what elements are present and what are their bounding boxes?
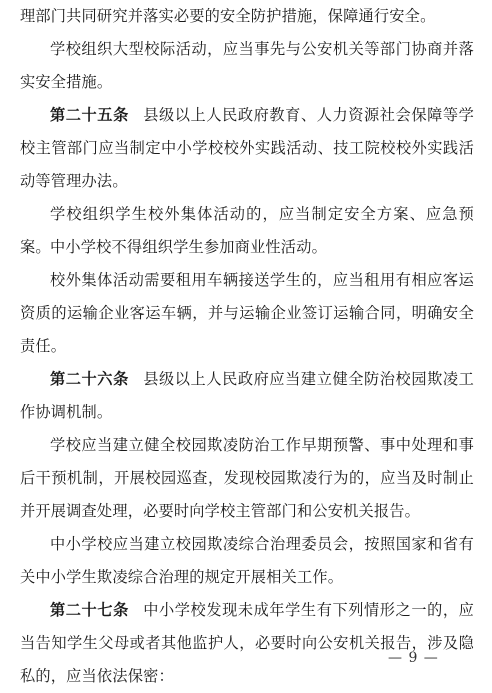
article-25-paragraph — [20, 99, 474, 198]
paragraph-text: 中小学校应当建立校园欺凌综合治理委员会，按照国家和省有关中小学生欺凌综合治理的规定开展相关工作。 — [20, 535, 474, 586]
paragraph-5 — [20, 231, 474, 264]
paragraph-text: 学校组织学生校外集体活动的，应当制定安全方案、应急预案。 — [20, 205, 474, 256]
paragraph-9 — [20, 528, 474, 594]
paragraph-text: 县级以上人民政府应当建立健全防治校园欺凌工作协调机制。 — [20, 370, 475, 421]
article-number: 第二十七条 — [50, 601, 129, 619]
paragraph-text: 县级以上人民政府教育、人力资源社会保障等学校主管部门应当制定中小学校校外实践活动、技工院校校外实践活动等管理办法。 — [20, 106, 475, 190]
paragraph-6 — [20, 264, 474, 363]
paragraph-text: 学校应当建立健全校园欺凌防治工作早期预警、事中处理和事后干预机制，开展校园巡查，发现校园欺凌行为的，应当及时制止并开展调查处理，必要时向学校主管部门和公安机关报告。 — [20, 436, 474, 520]
article-number: 第二十五条 — [50, 106, 129, 124]
paragraph-2 — [20, 33, 474, 99]
paragraph-text: 学校组织大型校际活动，应当事先与公安机关等部门协商并落实安全措施。 — [20, 40, 474, 91]
paragraph-text: 中小学校不得组织学生参加商业性活动。 — [50, 238, 327, 256]
article-26-paragraph — [20, 363, 474, 429]
page-number: — 9 — — [388, 650, 439, 666]
paragraph-1 — [20, 0, 474, 33]
paragraph-text: 理部门共同研究并落实必要的安全防护措施，保障通行安全。 — [20, 7, 436, 25]
article-number: 第二十六条 — [50, 370, 129, 388]
article-27-paragraph — [20, 594, 474, 693]
paragraph-8 — [20, 429, 474, 528]
paragraph-text: 校外集体活动需要租用车辆接送学生的，应当租用有相应客运资质的运输企业客运车辆，并与运输企业签订运输合同，明确安全责任。 — [20, 271, 474, 355]
paragraph-text: 中小学校发现未成年学生有下列情形之一的，应当告知学生父母或者其他监护人，必要时向公安机关报告，涉及隐私的，应当依法保密： — [20, 601, 475, 685]
